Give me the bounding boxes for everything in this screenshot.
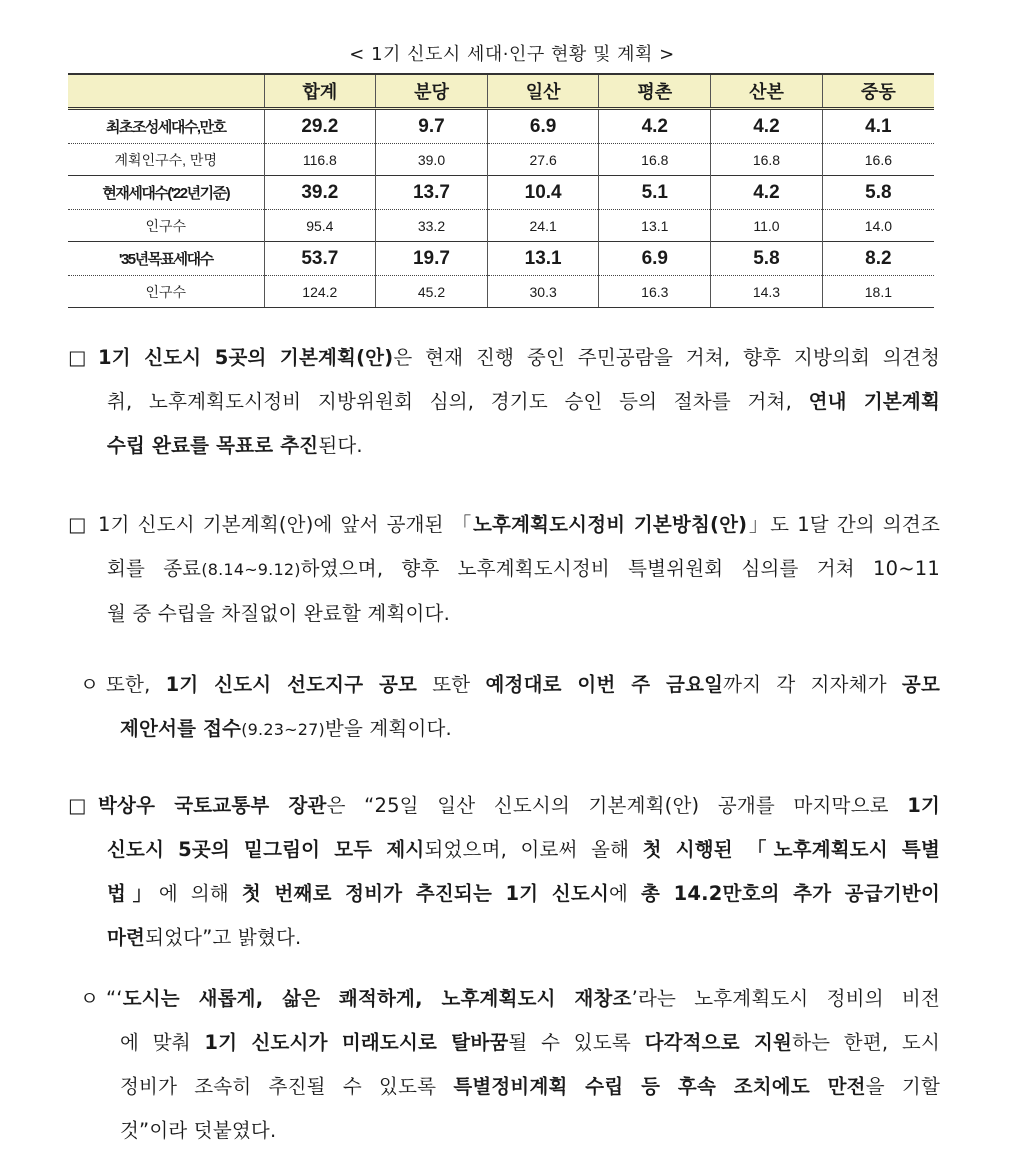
- text-line: [68, 592, 940, 636]
- cell: 33.2: [376, 210, 488, 242]
- text: 또한: [432, 673, 471, 696]
- cell: 6.9: [487, 109, 599, 144]
- text-line: [68, 503, 940, 547]
- text-line: [68, 977, 940, 1021]
- bold-text: 1기: [907, 794, 940, 817]
- table-row: [68, 242, 934, 276]
- paragraph-leading-district-contest: [68, 663, 940, 752]
- cell: 4.1: [822, 109, 934, 144]
- text: “‘: [106, 987, 123, 1010]
- bold-text: 박상우 국토교통부 장관: [98, 794, 327, 817]
- text: 되었다”고 밝혔다.: [145, 926, 302, 949]
- cell: 24.1: [487, 210, 599, 242]
- cell: 14.0: [822, 210, 934, 242]
- circle-bullet: ㅇ: [80, 673, 100, 696]
- cell: 11.0: [711, 210, 823, 242]
- text: 회를 종료: [107, 557, 202, 580]
- cell: 13.1: [599, 210, 711, 242]
- cell: 30.3: [487, 276, 599, 308]
- square-bullet: □: [68, 346, 87, 369]
- text: 에 의해: [158, 882, 229, 905]
- bold-text: 법」: [107, 882, 159, 905]
- text-line: [68, 336, 940, 380]
- table-row: [68, 210, 934, 242]
- row-label: 인구수: [68, 276, 264, 308]
- bold-text: 1기 신도시 5곳의 기본계획(안): [98, 346, 394, 369]
- bold-text: 제안서를 접수: [120, 717, 242, 740]
- cell: 5.8: [822, 176, 934, 210]
- bold-text: 연내 기본계획: [808, 390, 940, 413]
- bold-text: 예정대로 이번 주 금요일: [485, 673, 724, 696]
- header-pyeongchon: 평촌: [599, 74, 711, 109]
- text: 까지 각 지자체가: [723, 673, 887, 696]
- text: 은 현재 진행 중인 주민공람을 거쳐, 향후 지방의회 의견청: [393, 346, 940, 369]
- text: 취, 노후계획도시정비 지방위원회 심의, 경기도 승인 등의 절차를 거쳐,: [107, 390, 792, 413]
- cell: 14.3: [711, 276, 823, 308]
- bold-text: 다각적으로 지원: [644, 1031, 793, 1054]
- text-line: [68, 547, 940, 592]
- text: 에: [609, 882, 629, 905]
- cell: 16.6: [822, 144, 934, 176]
- table-row: [68, 144, 934, 176]
- row-label: 최초조성세대수,만호: [105, 119, 226, 136]
- paragraph-basic-plan-schedule: [68, 336, 940, 468]
- cell: 8.2: [822, 242, 934, 276]
- text: 하였으며, 향후 노후계획도시정비 특별위원회 심의를 거쳐 10~11: [300, 557, 940, 580]
- text: 을 기할: [865, 1075, 940, 1098]
- bold-text: 특별정비계획 수립 등 후속 조치에도 만전: [453, 1075, 866, 1098]
- header-jungdong: 중동: [822, 74, 934, 109]
- bold-text: 첫 번째로 정비가 추진되는 1기 신도시: [241, 882, 609, 905]
- cell: 4.2: [711, 109, 823, 144]
- text: 」도 1달 간의 의견조: [747, 513, 940, 536]
- text-line: [68, 872, 940, 916]
- text: 월 중 수립을 차질없이 완료할 계획이다.: [107, 602, 450, 625]
- row-label: 인구수: [68, 210, 264, 242]
- bold-text: 신도시 5곳의 밑그림이 모두 제시: [107, 838, 425, 861]
- text: 정비가 조속히 추진될 수 있도록: [120, 1075, 437, 1098]
- household-population-table: [68, 73, 934, 308]
- text: 또한,: [106, 673, 151, 696]
- text-line: [68, 784, 940, 828]
- bold-text: 1기 신도시 선도지구 공모: [165, 673, 418, 696]
- cell: 13.1: [487, 242, 599, 276]
- text: 받을 계획이다.: [324, 717, 452, 740]
- date-range: (9.23~27): [241, 720, 325, 739]
- bold-text: 노후계획도시정비 기본방침(안): [473, 513, 748, 536]
- row-label: '35년목표세대수: [68, 242, 264, 276]
- cell: 16.8: [711, 144, 823, 176]
- table-row: [68, 276, 934, 308]
- cell: 10.4: [487, 176, 599, 210]
- text: 될 수 있도록: [508, 1031, 631, 1054]
- cell: 13.7: [376, 176, 488, 210]
- text-line: [68, 916, 940, 960]
- bold-text: 공모: [901, 673, 940, 696]
- text: 하는 한편, 도시: [792, 1031, 941, 1054]
- text-line: [68, 1109, 940, 1153]
- text: 되었으며, 이로써 올해: [424, 838, 630, 861]
- text-line: [68, 828, 940, 872]
- cell: 6.9: [599, 242, 711, 276]
- table-caption: < 1기 신도시 세대·인구 현황 및 계획 >: [349, 44, 675, 65]
- cell: 5.8: [711, 242, 823, 276]
- table-row: [68, 176, 934, 210]
- text-line: [68, 380, 940, 424]
- bold-text: 도시는 새롭게, 삶은 쾌적하게, 노후계획도시 재창조: [122, 987, 632, 1010]
- bold-text: 1기 신도시가 미래도시로 탈바꿈: [204, 1031, 509, 1054]
- text: 된다.: [318, 434, 363, 457]
- cell: 19.7: [376, 242, 488, 276]
- table-header-row: [68, 74, 934, 109]
- cell: 9.7: [376, 109, 488, 144]
- header-ilsan: 일산: [487, 74, 599, 109]
- cell: 16.3: [599, 276, 711, 308]
- cell: 16.8: [599, 144, 711, 176]
- header-blank: [68, 74, 264, 109]
- text-line: [68, 1065, 940, 1109]
- row-label: 현재세대수('22년기준): [68, 176, 264, 210]
- date-range: (8.14~9.12): [201, 560, 301, 579]
- cell: 45.2: [376, 276, 488, 308]
- circle-bullet: ㅇ: [80, 987, 100, 1010]
- header-bundang: 분당: [376, 74, 488, 109]
- text: 1기 신도시 기본계획(안)에 앞서 공개된 「: [98, 513, 473, 536]
- row-label: 계획인구수, 만명: [68, 144, 264, 176]
- text: 것”이라 덧붙였다.: [120, 1119, 277, 1142]
- cell: 4.2: [711, 176, 823, 210]
- cell: 29.2: [264, 109, 376, 144]
- text: 은 “25일 일산 신도시의 기본계획(안) 공개를 마지막으로: [326, 794, 889, 817]
- text: ’라는 노후계획도시 정비의 비전: [631, 987, 941, 1010]
- table-row: [68, 109, 934, 144]
- cell: 39.2: [264, 176, 376, 210]
- square-bullet: □: [68, 513, 87, 536]
- text-line: [68, 424, 940, 468]
- cell: 18.1: [822, 276, 934, 308]
- header-total: 합계: [264, 74, 376, 109]
- bold-text: 첫 시행된 「노후계획도시 특별: [642, 838, 940, 861]
- cell: 4.2: [599, 109, 711, 144]
- bold-text: 총 14.2만호의 추가 공급기반이: [641, 882, 940, 905]
- cell: 116.8: [264, 144, 376, 176]
- paragraph-minister-statement: [68, 784, 940, 960]
- paragraph-basic-policy-opinion: [68, 503, 940, 636]
- text-line: [68, 663, 940, 707]
- text-line: [68, 707, 940, 752]
- text-line: [68, 1021, 940, 1065]
- text: 에 맞춰: [120, 1031, 191, 1054]
- cell: 5.1: [599, 176, 711, 210]
- header-sanbon: 산본: [711, 74, 823, 109]
- cell: 39.0: [376, 144, 488, 176]
- bold-text: 수립 완료를 목표로 추진: [107, 434, 319, 457]
- cell: 124.2: [264, 276, 376, 308]
- cell: 53.7: [264, 242, 376, 276]
- bold-text: 마련: [107, 926, 146, 949]
- cell: 27.6: [487, 144, 599, 176]
- paragraph-minister-vision: [68, 977, 940, 1153]
- cell: 95.4: [264, 210, 376, 242]
- square-bullet: □: [68, 794, 87, 817]
